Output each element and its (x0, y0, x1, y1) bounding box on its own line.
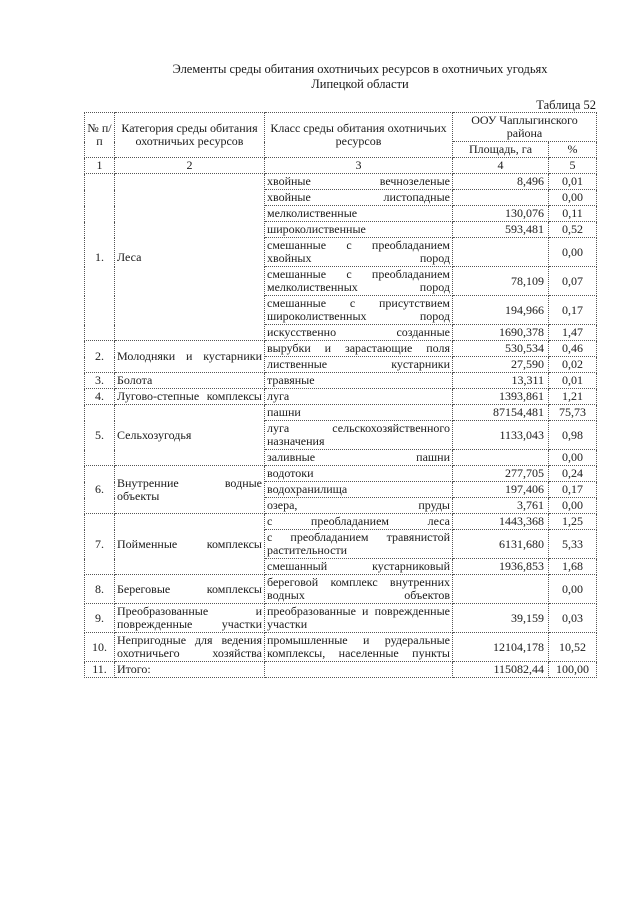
row-percent: 0,17 (549, 296, 597, 325)
row-percent: 0,11 (549, 206, 597, 222)
row-class: хвойные вечнозеленые (265, 174, 453, 190)
row-area: 130,076 (453, 206, 549, 222)
row-number: 5. (85, 405, 115, 466)
row-area: 1393,861 (453, 389, 549, 405)
row-area (453, 450, 549, 466)
row-category: Болота (115, 373, 265, 389)
total-class-empty (265, 662, 453, 678)
row-number: 9. (85, 604, 115, 633)
row-class: береговой комплекс внутренних водных объектов (265, 575, 453, 604)
row-area: 6131,680 (453, 530, 549, 559)
row-class: луга сельскохозяйственного назначения (265, 421, 453, 450)
row-area: 78,109 (453, 267, 549, 296)
total-area: 115082,44 (453, 662, 549, 678)
row-class: искусственно созданные (265, 325, 453, 341)
table-row (85, 373, 597, 389)
row-category: Пойменные комплексы (115, 514, 265, 575)
row-area: 1936,853 (453, 559, 549, 575)
header-num: № п/п (85, 113, 115, 158)
row-percent: 1,68 (549, 559, 597, 575)
row-category: Лугово-степные комплексы (115, 389, 265, 405)
row-category: Внутренние водные объекты (115, 466, 265, 514)
total-percent: 100,00 (549, 662, 597, 678)
row-percent: 0,00 (549, 498, 597, 514)
table-number: Таблица 52 (536, 98, 596, 112)
table-row (85, 514, 597, 530)
column-number-row (85, 158, 597, 174)
row-category: Молодняки и кустарники (115, 341, 265, 373)
row-area: 87154,481 (453, 405, 549, 421)
row-number: 6. (85, 466, 115, 514)
document-title (0, 62, 640, 92)
row-number: 7. (85, 514, 115, 575)
header-area: Площадь, га (453, 142, 549, 158)
total-label: Итого: (115, 662, 265, 678)
row-percent: 1,25 (549, 514, 597, 530)
row-class: пашни (265, 405, 453, 421)
row-percent: 0,24 (549, 466, 597, 482)
row-percent: 75,73 (549, 405, 597, 421)
row-area: 8,496 (453, 174, 549, 190)
row-percent: 0,03 (549, 604, 597, 633)
row-class: озера, пруды (265, 498, 453, 514)
row-class: хвойные листопадные (265, 190, 453, 206)
row-area: 39,159 (453, 604, 549, 633)
row-area (453, 575, 549, 604)
row-category: Сельхозугодья (115, 405, 265, 466)
row-area (453, 238, 549, 267)
row-category: Леса (115, 174, 265, 341)
table-row (85, 341, 597, 357)
row-class: мелколиственные (265, 206, 453, 222)
row-class: преобразованные и поврежденные участки (265, 604, 453, 633)
total-row (85, 662, 597, 678)
row-class: водохранилища (265, 482, 453, 498)
row-percent: 10,52 (549, 633, 597, 662)
row-class: смешанные с преобладанием хвойных пород (265, 238, 453, 267)
row-percent: 0,46 (549, 341, 597, 357)
row-category: Непригодные для ведения охотничьего хозяйства (115, 633, 265, 662)
row-percent: 0,98 (549, 421, 597, 450)
row-class: водотоки (265, 466, 453, 482)
row-class: промышленные и рудеральные комплексы, населенные пункты (265, 633, 453, 662)
row-percent: 0,17 (549, 482, 597, 498)
table-row (85, 174, 597, 190)
row-number: 1. (85, 174, 115, 341)
table-row (85, 405, 597, 421)
table-row (85, 389, 597, 405)
row-category: Береговые комплексы (115, 575, 265, 604)
row-area: 1443,368 (453, 514, 549, 530)
row-class: вырубки и зарастающие поля (265, 341, 453, 357)
row-area: 530,534 (453, 341, 549, 357)
row-percent: 0,00 (549, 238, 597, 267)
habitat-table (84, 112, 597, 678)
row-number: 4. (85, 389, 115, 405)
header-org: ООУ Чаплыгинского района (453, 113, 597, 142)
row-class: заливные пашни (265, 450, 453, 466)
row-class: с преобладанием травянистой растительности (265, 530, 453, 559)
row-area: 13,311 (453, 373, 549, 389)
row-area: 277,705 (453, 466, 549, 482)
header-pct: % (549, 142, 597, 158)
row-percent: 0,01 (549, 373, 597, 389)
colnum-2: 2 (115, 158, 265, 174)
row-area: 194,966 (453, 296, 549, 325)
row-percent: 5,33 (549, 530, 597, 559)
row-percent: 1,47 (549, 325, 597, 341)
row-percent: 0,00 (549, 575, 597, 604)
colnum-5: 5 (549, 158, 597, 174)
colnum-3: 3 (265, 158, 453, 174)
row-area: 12104,178 (453, 633, 549, 662)
row-percent: 0,01 (549, 174, 597, 190)
row-percent: 0,07 (549, 267, 597, 296)
table-row (85, 466, 597, 482)
table-row (85, 604, 597, 633)
row-class: лиственные кустарники (265, 357, 453, 373)
row-area (453, 190, 549, 206)
row-area: 1133,043 (453, 421, 549, 450)
table-row (85, 633, 597, 662)
row-class: с преобладанием леса (265, 514, 453, 530)
title-line-1: Элементы среды обитания охотничьих ресурсов в охотничьих угодьях (172, 62, 548, 76)
row-percent: 0,52 (549, 222, 597, 238)
row-class: широколиственные (265, 222, 453, 238)
row-percent: 1,21 (549, 389, 597, 405)
row-number: 10. (85, 633, 115, 662)
header-row (85, 113, 597, 142)
row-area: 593,481 (453, 222, 549, 238)
row-category: Преобразованные и поврежденные участки (115, 604, 265, 633)
row-number: 8. (85, 575, 115, 604)
colnum-4: 4 (453, 158, 549, 174)
row-number: 3. (85, 373, 115, 389)
row-class: смешанные с преобладанием мелколиственных пород (265, 267, 453, 296)
title-line-2: Липецкой области (311, 77, 409, 91)
row-area: 1690,378 (453, 325, 549, 341)
row-class: луга (265, 389, 453, 405)
row-class: смешанные с присутствием широколиственных пород (265, 296, 453, 325)
row-class: травяные (265, 373, 453, 389)
row-area: 3,761 (453, 498, 549, 514)
row-percent: 0,00 (549, 450, 597, 466)
colnum-1: 1 (85, 158, 115, 174)
row-percent: 0,02 (549, 357, 597, 373)
row-class: смешанный кустарниковый (265, 559, 453, 575)
header-category: Категория среды обитания охотничьих ресурсов (115, 113, 265, 158)
row-area: 197,406 (453, 482, 549, 498)
table-row (85, 575, 597, 604)
row-area: 27,590 (453, 357, 549, 373)
total-number: 11. (85, 662, 115, 678)
header-class: Класс среды обитания охотничьих ресурсов (265, 113, 453, 158)
row-number: 2. (85, 341, 115, 373)
row-percent: 0,00 (549, 190, 597, 206)
